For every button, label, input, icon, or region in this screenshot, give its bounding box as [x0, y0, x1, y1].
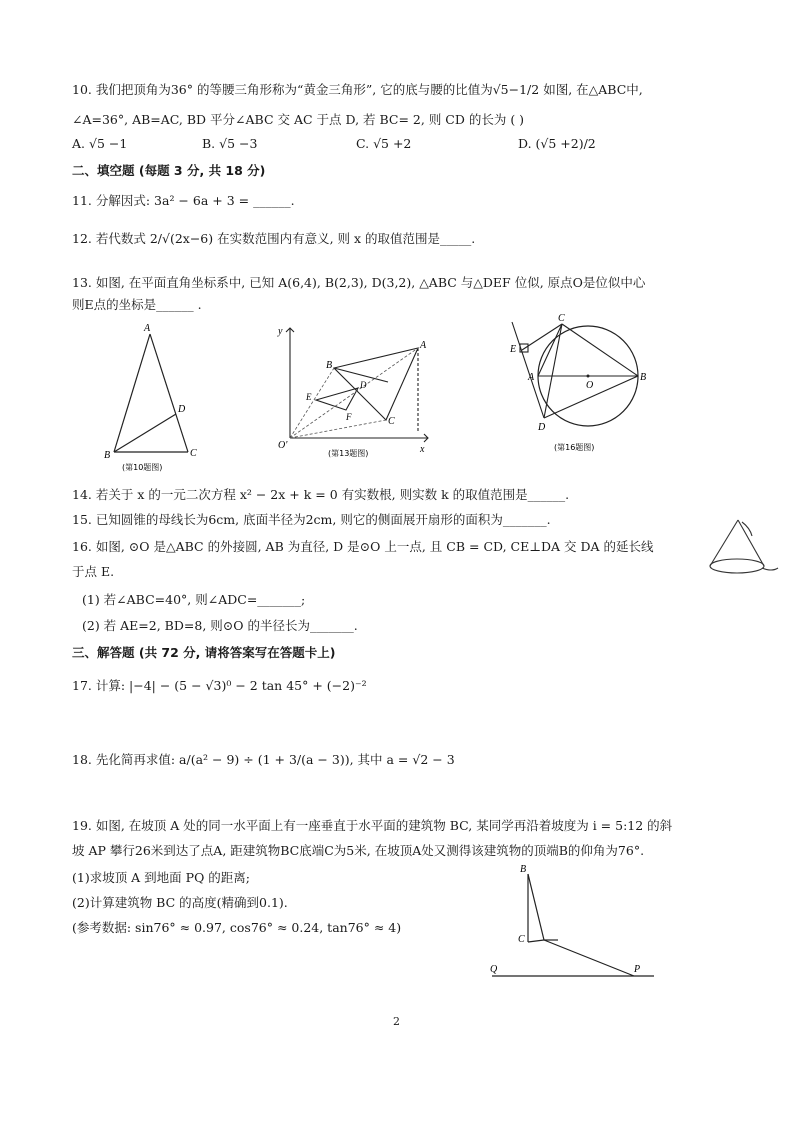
q19-part2: (2)计算建筑物 BC 的高度(精确到0.1). [72, 895, 288, 910]
label-b: B [104, 450, 111, 461]
caption-fig16: (第16题图) [554, 443, 595, 452]
q10-option-c: C. √5 +2 [356, 136, 412, 151]
q18-text: 18. 先化简再求值: a/(a² − 9) ÷ (1 + 3/(a − 3)), 其中 a = √2 − 3 [72, 752, 455, 767]
q10-line2: ∠A=36°, AB=AC, BD 平分∠ABC 交 AC 于点 D, 若 BC= 2, 则 CD 的长为 ( ) [72, 112, 525, 127]
label-origin: O' [278, 440, 288, 451]
slope-ap [544, 940, 634, 976]
segment-ab [114, 334, 150, 452]
q17-text: 17. 计算: |−4| − (5 − √3)⁰ − 2 tan 45° + (−2)⁻² [72, 678, 367, 693]
figure-16-circle [500, 312, 660, 460]
cone-base [710, 559, 764, 573]
label-d13: D [360, 380, 367, 390]
q13-line1: 13. 如图, 在平面直角坐标系中, 已知 A(6,4), B(2,3), D(3,2), △ABC 与△DEF 位似, 原点O是位似中心 [72, 275, 646, 290]
label-e13: E [306, 392, 312, 402]
segment-ca [528, 940, 544, 942]
q16-part2: (2) 若 AE=2, BD=8, 则⊙O 的半径长为_______. [82, 618, 358, 633]
center-point [587, 375, 590, 378]
label-b13: B [326, 360, 333, 371]
figure-19-slope [488, 860, 658, 988]
segment-cd [544, 324, 562, 418]
q19-part1: (1)求坡顶 A 到地面 PQ 的距离; [72, 870, 250, 885]
label-q19: Q [490, 964, 498, 975]
q19-reference-data: (参考数据: sin76° ≈ 0.97, cos76° ≈ 0.24, tan76° ≈ 4) [72, 920, 402, 935]
figure-10-triangle [100, 320, 210, 475]
label-p19: P [634, 964, 641, 975]
q14-text: 14. 若关于 x 的一元二次方程 x² − 2x + k = 0 有实数根, 则实数 k 的取值范围是______. [72, 487, 570, 502]
label-e16: E [510, 344, 517, 355]
triangle-def [316, 388, 358, 410]
q12-text: 12. 若代数式 2/√(2x−6) 在实数范围内有意义, 则 x 的取值范围是_____. [72, 231, 476, 246]
figure-13-coordinate [268, 320, 438, 460]
label-c19: C [518, 934, 525, 945]
ray-ob [290, 368, 334, 438]
q16-part1: (1) 若∠ABC=40°, 则∠ADC=_______; [82, 592, 306, 607]
q11-text: 11. 分解因式: 3a² − 6a + 3 = ______. [72, 193, 295, 208]
caption-fig10: (第10题图) [122, 463, 163, 472]
label-b16: B [640, 372, 647, 383]
q13-line2: 则E点的坐标是______ . [72, 297, 202, 312]
q10-option-a: A. √5 −1 [72, 136, 128, 151]
label-o16: O [586, 380, 594, 391]
q10-option-b: B. √5 −3 [202, 136, 258, 151]
label-c13: C [388, 416, 395, 427]
label-a: A [144, 323, 151, 334]
label-x: x [420, 444, 425, 455]
q16-line2: 于点 E. [72, 564, 115, 579]
label-d: D [178, 404, 186, 415]
label-c: C [190, 448, 197, 459]
ray-oc [290, 420, 386, 438]
q16-line1: 16. 如图, ⊙O 是△ABC 的外接圆, AB 为直径, D 是⊙O 上一点, 且 CB = CD, CE⊥DA 交 DA 的延长线 [72, 539, 654, 554]
page-number: 2 [393, 1015, 400, 1028]
q15-text: 15. 已知圆锥的母线长为6cm, 底面半径为2cm, 则它的侧面展开扇形的面积为_______. [72, 512, 551, 527]
label-b19: B [520, 864, 527, 875]
sight-line-ab [528, 874, 544, 940]
segment-cb [562, 324, 638, 376]
label-a13: A [420, 340, 427, 351]
q19-line1: 19. 如图, 在坡顶 A 处的同一水平面上有一座垂直于水平面的建筑物 BC, 某同学再沿着坡度为 i = 5:12 的斜 [72, 818, 673, 833]
q10-option-d: D. (√5 +2)/2 [518, 136, 596, 151]
line-ed [512, 322, 544, 418]
caption-fig13: (第13题图) [328, 449, 369, 458]
margin-cone-sketch [702, 516, 782, 580]
segment-ac [150, 334, 188, 452]
cone-tail [762, 568, 778, 570]
label-a16: A [528, 372, 535, 383]
q19-line2: 坡 AP 攀行26米到达了点A, 距建筑物BC底端C为5米, 在坡顶A处又测得该建筑物的顶端B的仰角为76°. [72, 843, 645, 858]
section-3-heading: 三、解答题 (共 72 分, 请将答案写在答题卡上) [72, 645, 336, 660]
section-2-heading: 二、填空题 (每题 3 分, 共 18 分) [72, 163, 266, 178]
label-d16: D [538, 422, 546, 433]
q10-line1: 10. 我们把顶角为36° 的等腰三角形称为“黄金三角形”, 它的底与腰的比值为√5−1/2 如图, 在△ABC中, [72, 82, 643, 97]
label-c16: C [558, 313, 565, 324]
label-y: y [278, 326, 283, 337]
label-f13: F [346, 412, 352, 422]
